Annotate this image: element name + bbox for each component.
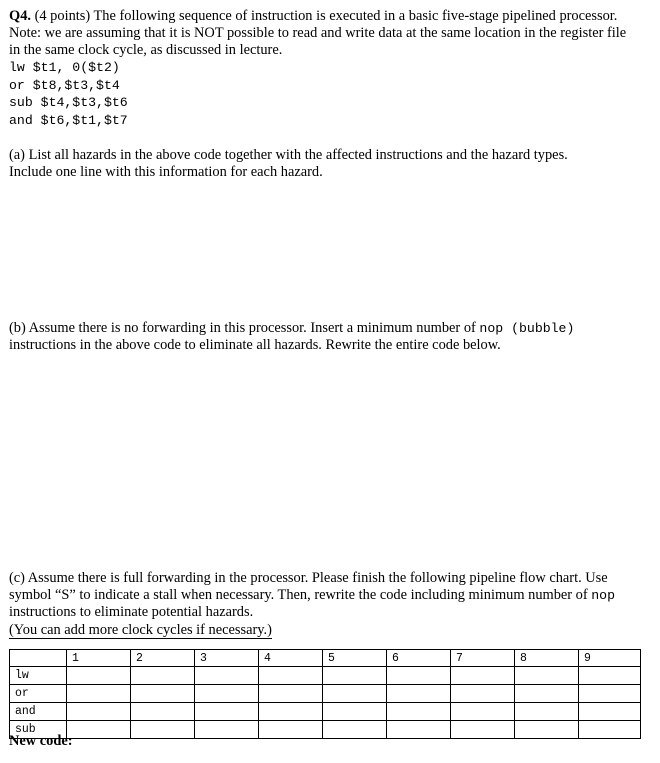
stage-cell[interactable]	[451, 685, 515, 703]
table-row	[10, 721, 641, 739]
cycle-header: 8	[515, 650, 579, 667]
stage-cell[interactable]	[323, 685, 387, 703]
cycle-header: 3	[195, 650, 259, 667]
part-b-text-after: instructions in the above code to eliminate all hazards. Rewrite the entire code below.	[9, 337, 501, 353]
table-row	[10, 685, 641, 703]
cycle-header: 1	[67, 650, 131, 667]
part-c-text	[9, 570, 629, 621]
stage-cell[interactable]	[387, 667, 451, 685]
stage-cell[interactable]	[67, 721, 131, 739]
cycle-header: 5	[323, 650, 387, 667]
stage-cell[interactable]	[579, 685, 641, 703]
stage-cell[interactable]	[323, 721, 387, 739]
code-listing	[9, 59, 128, 129]
stage-cell[interactable]	[131, 685, 195, 703]
cycle-header: 9	[579, 650, 641, 667]
part-c-code: nop	[591, 588, 616, 603]
part-c-text-after: instructions to eliminate potential hazards.	[9, 604, 254, 620]
instruction-label: or	[10, 685, 67, 703]
instruction-label: lw	[10, 667, 67, 685]
cycle-header: 7	[451, 650, 515, 667]
stage-cell[interactable]	[195, 721, 259, 739]
part-b-text-before: (b) Assume there is no forwarding in this processor. Insert a minimum number of	[9, 320, 480, 336]
part-b-code: nop (bubble)	[479, 321, 575, 336]
stage-cell[interactable]	[259, 667, 323, 685]
stage-cell[interactable]	[387, 721, 451, 739]
stage-cell[interactable]	[195, 703, 259, 721]
question-label: Q4.	[9, 8, 31, 24]
stage-cell[interactable]	[579, 703, 641, 721]
pipeline-flow-table	[9, 649, 641, 739]
table-header-row	[10, 650, 641, 667]
question-intro	[9, 8, 629, 59]
stage-cell[interactable]	[451, 667, 515, 685]
stage-cell[interactable]	[259, 703, 323, 721]
question-intro-text: (4 points) The following sequence of instruction is executed in a basic five-stage pipelined processor. Note: we are assuming that it is NOT possible to read and write data at the same location in the register file in the same clock cycle, as discussed in lecture.	[9, 8, 627, 58]
stage-cell[interactable]	[579, 667, 641, 685]
stage-cell[interactable]	[259, 721, 323, 739]
stage-cell[interactable]	[515, 667, 579, 685]
stage-cell[interactable]	[195, 685, 259, 703]
stage-cell[interactable]	[387, 685, 451, 703]
stage-cell[interactable]	[515, 721, 579, 739]
cycle-header: 6	[387, 650, 451, 667]
stage-cell[interactable]	[451, 721, 515, 739]
code-line: and $t6,$t1,$t7	[9, 112, 128, 128]
part-c-note: (You can add more clock cycles if necessary.)	[9, 622, 272, 638]
code-line: sub $t4,$t3,$t6	[9, 95, 128, 110]
table-row	[10, 703, 641, 721]
new-code-label: New code:	[9, 733, 73, 749]
stage-cell[interactable]	[195, 667, 259, 685]
stage-cell[interactable]	[131, 703, 195, 721]
part-b-question	[9, 320, 624, 354]
code-line: or $t8,$t3,$t4	[9, 77, 120, 93]
part-a-question: (a) List all hazards in the above code together with the affected instructions and the hazard types. Include one line with this information for each hazard.	[9, 147, 568, 180]
stage-cell[interactable]	[131, 721, 195, 739]
cycle-header: 2	[131, 650, 195, 667]
stage-cell[interactable]	[259, 685, 323, 703]
stage-cell[interactable]	[387, 703, 451, 721]
instruction-label: and	[10, 703, 67, 721]
table-row	[10, 667, 641, 685]
stage-cell[interactable]	[451, 703, 515, 721]
table-corner-cell	[10, 650, 67, 667]
instruction-label: sub	[10, 721, 67, 739]
stage-cell[interactable]	[67, 703, 131, 721]
stage-cell[interactable]	[515, 703, 579, 721]
stage-cell[interactable]	[67, 685, 131, 703]
part-c-question	[9, 570, 629, 639]
stage-cell[interactable]	[131, 667, 195, 685]
stage-cell[interactable]	[515, 685, 579, 703]
cycle-header: 4	[259, 650, 323, 667]
stage-cell[interactable]	[323, 703, 387, 721]
stage-cell[interactable]	[579, 721, 641, 739]
stage-cell[interactable]	[67, 667, 131, 685]
part-c-text-before: (c) Assume there is full forwarding in the processor. Please finish the following pipeline flow chart. Use symbol “S” to indicate a stall when necessary. Then, rewrite the code including minimum number of	[9, 570, 608, 603]
stage-cell[interactable]	[323, 667, 387, 685]
code-line: lw $t1, 0($t2)	[9, 60, 120, 75]
